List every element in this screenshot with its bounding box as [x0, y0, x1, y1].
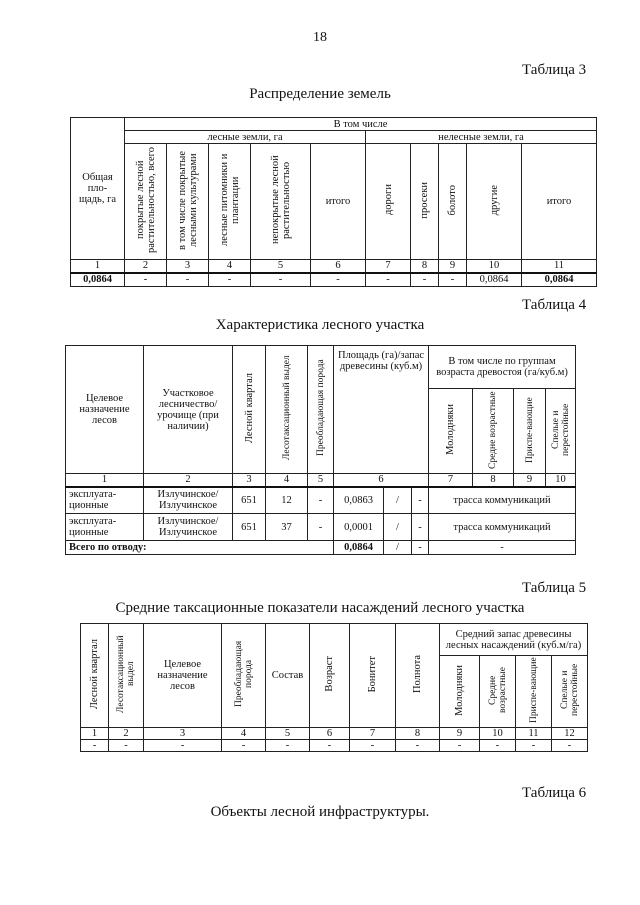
header-clearings: просеки: [411, 144, 439, 260]
cell-quarter: 651: [233, 487, 266, 514]
cell-note: трасса коммуникаций: [429, 487, 576, 514]
header-young: Молодняки: [429, 389, 473, 474]
col-num: 9: [440, 728, 480, 740]
table5-label: Таблица 5: [522, 580, 587, 596]
col-num: 6: [334, 474, 429, 487]
col-num: 3: [144, 728, 222, 740]
col-num: 9: [514, 474, 546, 487]
cell-note: трасса коммуникаций: [429, 514, 576, 541]
col-num: 3: [233, 474, 266, 487]
cell-species: -: [308, 514, 334, 541]
col-num: 2: [109, 728, 144, 740]
header-nonforest-total: итого: [522, 144, 597, 260]
table-cell: -: [480, 740, 516, 752]
col-num: 7: [429, 474, 473, 487]
col-num: 8: [411, 260, 439, 273]
col-num: 1: [71, 260, 125, 273]
total-stock: -: [412, 541, 429, 555]
cell-stock: -: [412, 487, 429, 514]
table-cell: -: [109, 740, 144, 752]
table-cell: -: [310, 740, 350, 752]
header-mature: Спелые и перестойные: [552, 656, 588, 728]
col-num: 1: [66, 474, 144, 487]
col-num: 4: [266, 474, 308, 487]
table-row: [66, 487, 576, 514]
header-covered: покрытые лесной растительностью, всего: [125, 144, 167, 260]
col-num: 4: [222, 728, 266, 740]
col-num: 11: [522, 260, 597, 273]
cell-plot: 12: [266, 487, 308, 514]
land-distribution-table: [70, 117, 597, 287]
header-mature: Спелые и перестойные: [546, 389, 576, 474]
col-num: 5: [266, 728, 310, 740]
table-cell: -: [396, 740, 440, 752]
cell-forestry: Излучинское/ Излучинское: [144, 514, 233, 541]
table-cell: -: [167, 273, 209, 287]
cell-quarter: 651: [233, 514, 266, 541]
header-forest-lands: лесные земли, га: [125, 131, 366, 144]
header-quarter: Лесной квартал: [81, 624, 109, 728]
cell-area: 0,0863: [334, 487, 384, 514]
header-avg-stock: Средний запас древесины лесных насаждений (куб.м/га): [440, 624, 588, 656]
cell-forestry: Излучинское/ Излучинское: [144, 487, 233, 514]
col-num: 12: [552, 728, 588, 740]
col-num: 4: [209, 260, 251, 273]
cell-total-area: 0,0864: [71, 273, 125, 287]
header-total-area: Общая пло-щадь, га: [71, 118, 125, 260]
cell-stock: -: [412, 514, 429, 541]
col-num: 3: [167, 260, 209, 273]
col-num: 5: [251, 260, 311, 273]
col-num: 11: [516, 728, 552, 740]
header-forestry: Участковое лесничество/ урочище (при наличии): [144, 346, 233, 474]
header-maturing: Приспе-вающие: [514, 389, 546, 474]
header-bonitet: Бонитет: [350, 624, 396, 728]
cell-slash: /: [384, 514, 412, 541]
header-age: Возраст: [310, 624, 350, 728]
table-cell: -: [350, 740, 396, 752]
header-area-stock: Площадь (га)/запас древесины (куб.м): [334, 346, 429, 474]
col-num: 2: [125, 260, 167, 273]
col-num: 7: [366, 260, 411, 273]
col-num: 6: [311, 260, 366, 273]
table-cell: -: [411, 273, 439, 287]
col-num: 10: [467, 260, 522, 273]
table-row: [66, 514, 576, 541]
cell-area: 0,0001: [334, 514, 384, 541]
table-cell: -: [222, 740, 266, 752]
table-cell: 0,0864: [467, 273, 522, 287]
col-num: 10: [546, 474, 576, 487]
col-num: 2: [144, 474, 233, 487]
table-cell: -: [311, 273, 366, 287]
taxation-table: [80, 623, 588, 752]
cell-plot: 37: [266, 514, 308, 541]
header-purpose: Целевое назначение лесов: [66, 346, 144, 474]
table6-label: Таблица 6: [522, 785, 587, 801]
header-forest-total: итого: [311, 144, 366, 260]
header-composition: Состав: [266, 624, 310, 728]
table-cell: -: [144, 740, 222, 752]
header-roads: дороги: [366, 144, 411, 260]
col-num: 5: [308, 474, 334, 487]
cell-purpose: эксплуата-ционные: [66, 487, 144, 514]
col-num: 7: [350, 728, 396, 740]
total-note: -: [429, 541, 576, 555]
table-cell: -: [516, 740, 552, 752]
table5-title: Средние таксационные показатели насаждений лесного участка: [115, 600, 525, 616]
cell-purpose: эксплуата-ционные: [66, 514, 144, 541]
header-young: Молодняки: [440, 656, 480, 728]
header-other: другие: [467, 144, 522, 260]
table3-label: Таблица 3: [522, 62, 587, 78]
header-middle-aged: Средне возрастные: [480, 656, 516, 728]
header-purpose: Целевое назначение лесов: [144, 624, 222, 728]
header-swamp: болото: [439, 144, 467, 260]
table6-title: Объекты лесной инфраструктуры.: [210, 804, 430, 820]
col-num: 10: [480, 728, 516, 740]
header-species: Преобладающая порода: [308, 346, 334, 474]
table4-title: Характеристика лесного участка: [215, 317, 425, 333]
header-maturing: Приспе-вающие: [516, 656, 552, 728]
table-cell: -: [440, 740, 480, 752]
table-cell: -: [366, 273, 411, 287]
table-cell: -: [552, 740, 588, 752]
header-including: В том числе: [125, 118, 597, 131]
table4-label: Таблица 4: [522, 297, 587, 313]
header-plot: Лесотаксационный выдел: [266, 346, 308, 474]
table-cell: 0,0864: [522, 273, 597, 287]
table-cell: -: [251, 273, 311, 287]
header-nonforest-lands: нелесные земли, га: [366, 131, 597, 144]
table-cell: -: [439, 273, 467, 287]
col-num: 9: [439, 260, 467, 273]
col-num: 8: [473, 474, 514, 487]
total-slash: /: [384, 541, 412, 555]
header-density: Полнота: [396, 624, 440, 728]
table-cell: -: [209, 273, 251, 287]
table-cell: -: [125, 273, 167, 287]
forest-plot-table: [65, 345, 576, 555]
page-number: 18: [313, 30, 327, 45]
header-middle-aged: Средне возрастные: [473, 389, 514, 474]
cell-species: -: [308, 487, 334, 514]
header-age-groups: В том числе по группам возраста древостоя (га/куб.м): [429, 346, 576, 389]
header-cultures: в том числе покрытые лесными культурами: [167, 144, 209, 260]
table3-title: Распределение земель: [249, 86, 391, 102]
table-row: [81, 740, 588, 752]
col-num: 8: [396, 728, 440, 740]
table-cell: -: [266, 740, 310, 752]
col-num: 1: [81, 728, 109, 740]
header-uncovered: непокрытые лесной растительностью: [251, 144, 311, 260]
total-area: 0,0864: [334, 541, 384, 555]
cell-slash: /: [384, 487, 412, 514]
header-plot: Лесотаксационный выдел: [109, 624, 144, 728]
col-num: 6: [310, 728, 350, 740]
header-quarter: Лесной квартал: [233, 346, 266, 474]
header-species: Преобладающая порода: [222, 624, 266, 728]
header-nurseries: лесные питомники и плантации: [209, 144, 251, 260]
total-label: Всего по отводу:: [66, 541, 334, 555]
total-row: [66, 541, 576, 555]
table-cell: -: [81, 740, 109, 752]
